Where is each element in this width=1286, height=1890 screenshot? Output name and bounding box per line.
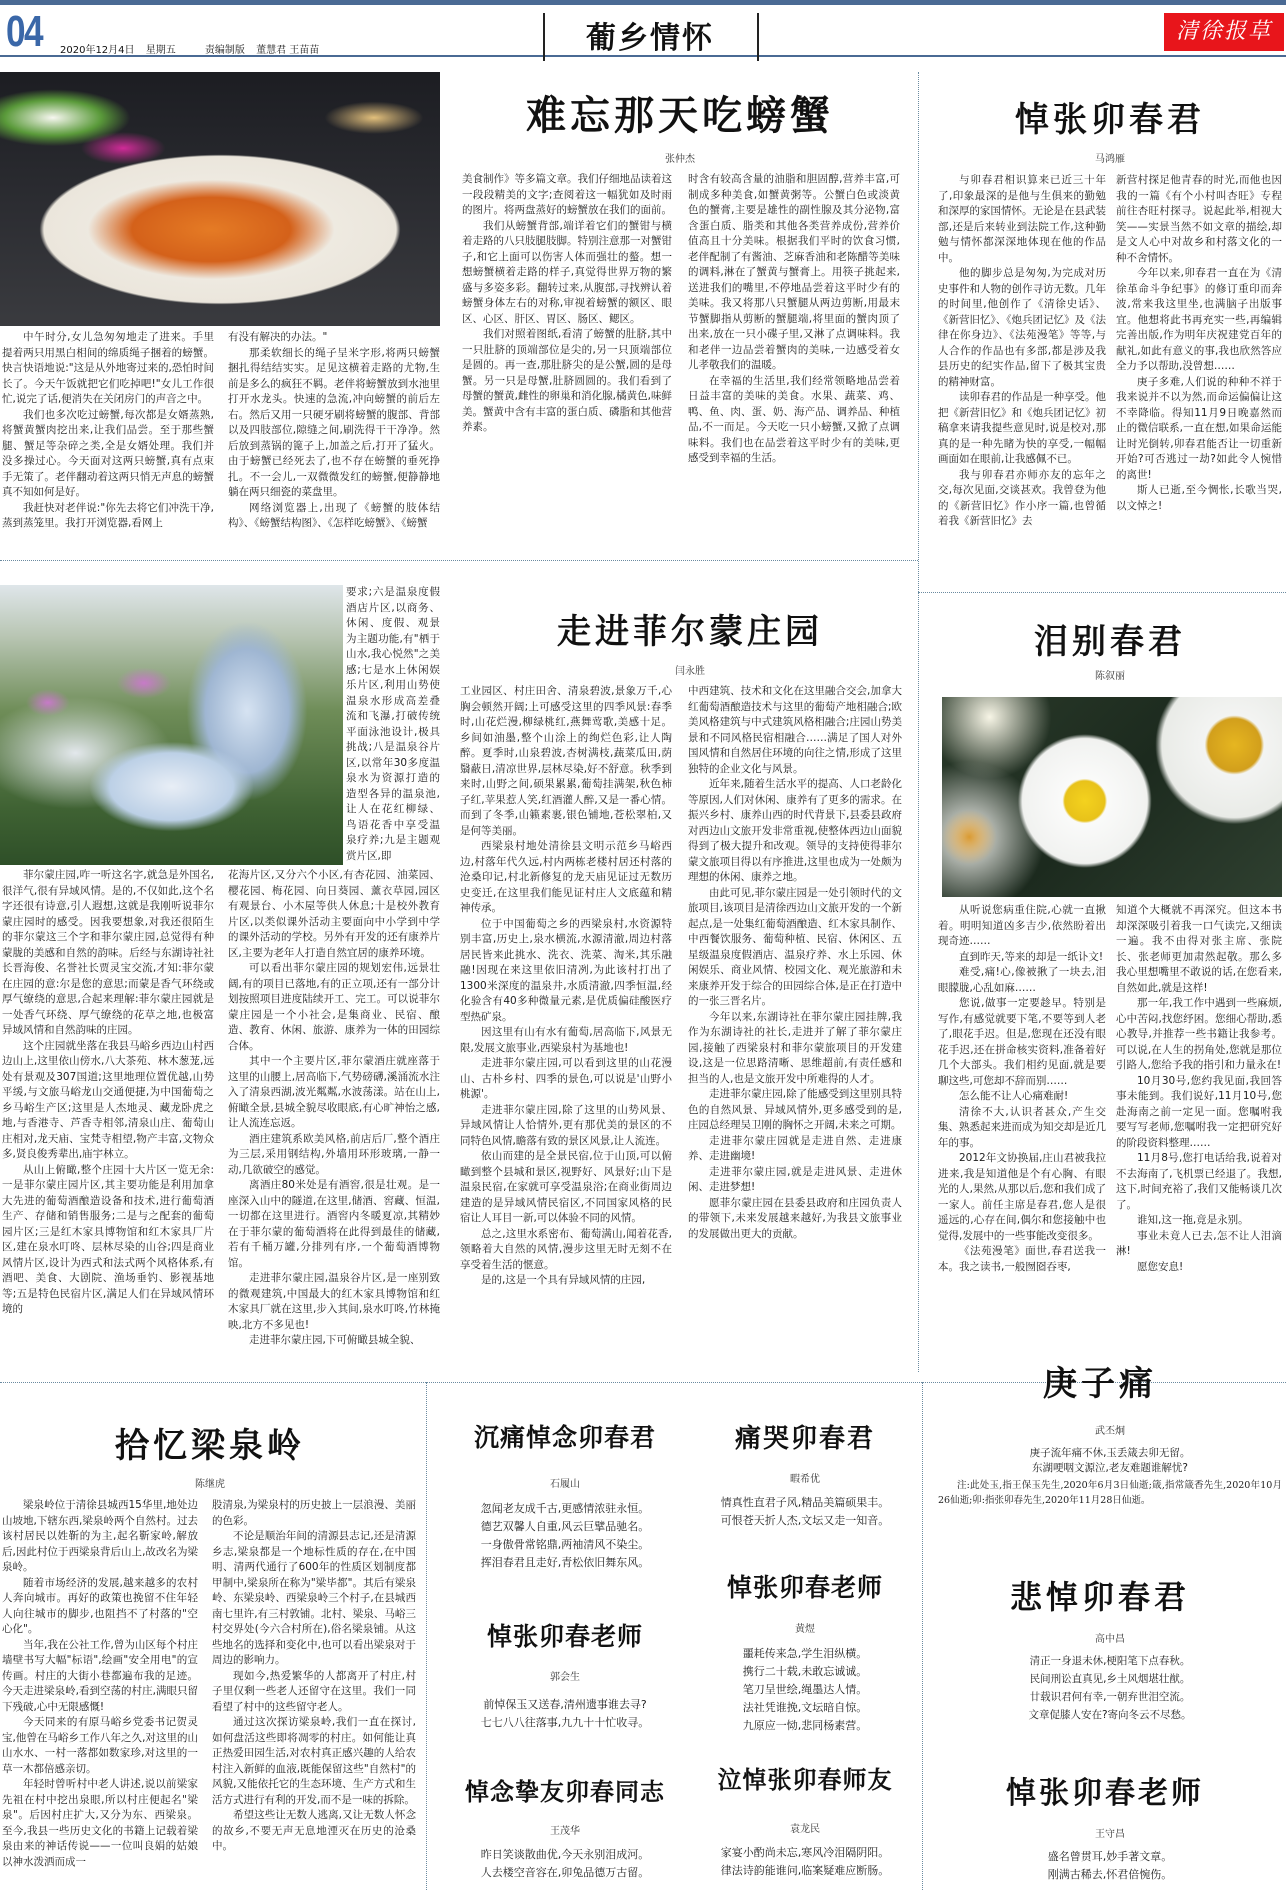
paragraph: 《法苑漫笔》面世,春君送我一本。我之读书,一般囫囵吞枣,: [938, 1245, 1106, 1273]
poem-author: 石履山: [550, 1479, 580, 1490]
resort-photo: [0, 585, 343, 865]
poem-line: 民间刑讼直真见,乡土风烟堪壮猷。: [1029, 1673, 1191, 1685]
paragraph: 西梁泉村地处清徐县文明示范乡马峪西边,村落年代久远,村内两栋老楼村居还村落的沧桑印记,村北新修复的龙天庙见证过无数历史变迁,在这里我们能见证村庄人文底蕴和精神传承。: [460, 840, 672, 914]
paragraph: 依山而建的是全景民宿,位于山顶,可以俯瞰到整个县城和景区,视野好、风景好;山下是温泉民宿,在家就可享受温泉浴;在商业街周边建造的是异域风情民宿区,不同国家风格的民宿让人耳目一新,可以体验不同的风情。: [460, 1150, 672, 1224]
paragraph: 通过这次探访梁泉岭,我们一直在探讨,如何盘活这些即将凋零的村庄。如何能让真正热爱田园生活,对农村真正感兴趣的人给农村注入新鲜的血液,既能保留这些"自然村"的风貌,又能依托它的生态环境、生产方式和生活方式进行有利的开发,而不是一味的拆除。: [212, 1716, 416, 1806]
paragraph: 菲尔蒙庄园,咋一听这名字,就急是外国名,很洋气,很有异域风情。是的,不仅如此,这个名字还很有诗意,引人遐想,这就是我刚听说菲尔蒙庄园时的感受。因我要想象,对我还很陌生的菲尔蒙这三个字和菲尔蒙庄园,总觉得有种蒙胧的美感和自然的韵味。后经与东湖诗社社长晋海俊、名誉社长贾灵宝交流,才知:菲尔蒙在庄园的意:尔是您的意思;而蒙是香气环绕或厚气缭绕的意思,合起来理解:菲尔蒙庄园就是一处香气环绕、厚气缭绕的花草之地,也极富异域风情和自然韵味的庄园。: [2, 869, 214, 1036]
paragraph: 美食制作》等多篇文章。我们仔细地品读着这一段段精美的文字;查阅着这一幅犹如及时雨的图片。将两盘蒸好的螃蟹放在我们的面前。: [462, 173, 672, 216]
poem-line: 东湖哽咽文源泣,老友难题谁解忧?: [1032, 1462, 1188, 1474]
column-divider: [918, 72, 919, 1372]
paragraph: 走进菲尔蒙庄园,除了这里的山势风景、异域风情让人恰情外,更有那优美的景区的不同特色风情,瞻落有致的景区风景,让人流连。: [460, 1103, 672, 1147]
poem-body: [1000, 1446, 1220, 1476]
paragraph: 谁知,这一拖,竟是永别。: [1137, 1214, 1249, 1226]
paragraph: 因这里有山有水有葡萄,居高临下,风景无限,发展文旅事业,西梁泉村为基地也!: [460, 1026, 672, 1054]
paragraph: 我们也多次吃过螃蟹,每次都是女婿蒸熟,将蟹黄蟹肉挖出来,让我们品尝。至于那些蟹腿、蟹足等杂碎之类,全是女婿处理。我们并没多操过心。今天面对这两只螃蟹,真有点束手无策了。老伴翻动着这两只悄无声息的螃蟹真不知如何是好。: [2, 408, 214, 498]
paragraph: 随着市场经济的发展,越来越多的农村人奔向城市。再好的政策也挽留不住年轻人向往城市的脚步,也阻挡不了村落的"空心化"。: [2, 1576, 198, 1635]
paragraph: 直到昨天,等来的却是一纸讣文!: [959, 950, 1104, 963]
poem-line: 噩耗传来急,学生泪纵横。: [742, 1647, 868, 1660]
paragraph: 今年以来,卯春君一直在为《清徐革命斗争纪事》的修订重印而奔波,常来我这里坐,也满脑子出版事宜。他想将此书再充实一些,再编辑完善出版,作为明年庆祝建党百年的献礼,如此有意义的事,我也欣然答应全力予以帮助,没曾想……: [1116, 267, 1282, 372]
paragraph: 读卯春君的作品是一种享受。他把《新营旧忆》和《炮兵团记忆》初稿拿来请我提些意见时,说是校对,那真的是一种先睹为快的享受,一幅幅画面如在眼前,让我感佩不已。: [938, 391, 1106, 465]
article-title-dao-zhang: 悼张卯春君: [1015, 100, 1205, 140]
masthead: [0, 5, 1286, 57]
article-body-feier-col4: [688, 684, 902, 1369]
byline-lei-bie: 陈叙丽: [1095, 671, 1125, 682]
paragraph: 他的脚步总是匆匆,为完成对历史事件和人物的创作寻访无数。几年的时间里,他创作了《清徐史话》、《新营旧忆》、《炮兵团记忆》及《法律在你身边》、《法苑漫笔》等等,与人合作的作品也有多部,都是涉及我县历史的纪实作品,留下了极其宝贵的精神财富。: [938, 267, 1106, 388]
poem-line: 盛名曾贯耳,妙手著文章。: [1047, 1850, 1173, 1863]
article-body-feier-col2: [228, 868, 440, 1368]
poem-title: 悼张卯春老师: [726, 1573, 883, 1602]
paragraph: 在幸福的生活里,我们经常领略地品尝着日益丰富的美味的美食。水果、蔬菜、鸡、鸭、鱼、肉、蛋、奶、海产品、调养品、种植品,不一而足。今天吃一只小螃蟹,又掀了点调味料。我们也在品尝着这平时少有的美味,更感受到幸福的生活。: [688, 374, 900, 464]
poem-line: 清正一身退未休,梗阳笔下点春秋。: [1029, 1655, 1191, 1667]
article-body-crab-col4: [688, 172, 900, 550]
poem-title: 悼念挚友卯春同志: [465, 1777, 665, 1806]
poem-line: 文章促膝人安在?寄向冬云不尽愁。: [1028, 1709, 1192, 1721]
paragraph: 从听说您病重住院,心就一直揪着。明明知道凶多吉少,依然盼着出现奇迹……: [938, 904, 1106, 947]
page-number: 04: [6, 7, 42, 56]
paragraph: 是的,这是一个具有异域风情的庄园,: [481, 1274, 646, 1286]
poem-author: 武丕炯: [1095, 1426, 1125, 1437]
byline-dao-zhang: 马鸿雁: [1095, 154, 1125, 165]
article-title-feier: 走进菲尔蒙庄园: [557, 612, 823, 652]
paragraph: 梁泉岭位于清徐县城西15华里,地处边山坡地,下辖东西,梁泉岭两个自然村。过去该村居民以姓靳的为主,起名靳家岭,解放后,因此村位于西梁泉背后山上,故改名为梁泉岭。: [2, 1499, 198, 1573]
poem-body: [445, 1500, 685, 1572]
poem-line: 携行二十载,未敢忘诚诚。: [742, 1665, 868, 1678]
paragraph: 怎么能不让人心痛难耐!: [959, 1090, 1069, 1102]
poem-line: 一身傲骨常铭鼎,两袖清风不染尘。: [480, 1538, 650, 1551]
paragraph: 斯人已逝,至今惆怅,长歌当哭,以文悼之!: [1116, 484, 1282, 512]
article-title-crab: 难忘那天吃螃蟹: [526, 92, 834, 139]
paragraph: 从山上俯瞰,整个庄园十大片区一览无余:一是菲尔蒙庄园片区,其主要功能是利用加拿大先进的葡萄酒酿造设备和技术,进行葡萄酒生产、存储和销售服务;二是与之配套的葡萄园片区;三是红木家具博物馆和红木家具厂片区,建在泉水叮咚、层林尽染的山谷;四是商业风情片区,设计为西式和法式两个风格体系,有酒吧、美食、大剧院、渔场垂钓、影视基地等;五是特色民宿片区,满足人们在异域风情环境的: [2, 1163, 214, 1315]
paragraph: 花海片区,又分六个小区,有杏花园、油菜园、樱花园、梅花园、向日葵园、薰衣草园,园区有观景台、小木屋等供人休息;十是校外教育片区,以类似课外活动主要面向中小学到中学的课外活动的学校。另外有开发的还有康养片区,主要为老年人打造自然宜居的康养环境。: [228, 869, 440, 959]
paragraph: 当年,我在公社工作,曾为山区每个村庄墙壁书写大幅"标语",绘画"安全用电"的宣传画。村庄的大街小巷都遍布我的足迹。今天走进梁泉岭,看到空荡的村庄,满眼只留下残破,心中无限感慨!: [2, 1638, 198, 1713]
paragraph: 新营村探足他青春的时光,而他也因我的一篇《有个小村叫杏旺》专程前往杏旺村探寻。说起此举,相视大笑——实景当然不如文章的描绘,却是文人心中对故乡和村落文化的一种不舍情怀。: [1116, 174, 1282, 264]
poem-author: 王茂华: [550, 1826, 580, 1837]
paragraph: 走进菲尔蒙庄园,可以看到这里的山花漫山、古朴乡村、四季的景色,可以说是'山野小桃源'。: [460, 1057, 672, 1100]
article-body-feier-photo-side: [346, 585, 440, 870]
poem-line: 忽闻老友成千古,更感情浓驻永恒。: [480, 1502, 650, 1515]
article-body-feier-col1: [2, 868, 214, 1368]
paragraph: 走进菲尔蒙庄园,下可俯瞰县城全貌、: [249, 1334, 421, 1346]
paragraph: 中午时分,女儿急匆匆地走了进来。手里提着两只用黑白相间的绵质绳子捆着的螃蟹。快言快语地说:"这是从外地寄过来的,恐怕时间长了。今天午饭就把它们吃掉吧!"女儿工作很忙,说完了话,便消失在关闭房门的声音之中。: [2, 331, 214, 405]
paragraph: 离酒庄80米处是有酒窖,很是壮观。是一座深入山中的隧道,在这里,储酒、窖藏、恒温,一切都在这里进行。酒窖内冬暖夏凉,其精妙在于菲尔蒙的葡萄酒将在此得到最佳的储藏,若有千桶万罐,分排列有序,一个葡萄酒博物馆。: [228, 1179, 440, 1269]
poem-author: 王守昌: [1095, 1829, 1125, 1840]
article-body-liang-quan-col1: [2, 1498, 198, 1890]
row-divider: [918, 592, 1286, 593]
paragraph: 走进菲尔蒙庄园,温泉谷片区,是一座别致的微观建筑,中国最大的红木家具博物馆和红木家具厂就在这里,步入其间,泉水叮咚,竹林掩映,北方不多见也!: [228, 1272, 440, 1331]
paragraph: 其中一个主要片区,菲尔蒙酒庄就座落于这里的山腰上,居高临下,气势磅礴,溪涌流水注入了清泉西湖,波光粼粼,水波荡漾。站在山上,俯瞰全景,县城全貌尽收眼底,有心旷神怡之感,让人流连忘返。: [228, 1055, 440, 1129]
poem-body: [720, 1645, 890, 1735]
article-body-liang-quan-col2: [212, 1498, 416, 1890]
poem-line: 九原应一恸,悲同杨素营。: [742, 1719, 868, 1732]
poem-line: 刚满古稀去,怀君倍惋伤。: [1047, 1868, 1173, 1881]
article-body-feier-col3: [460, 684, 672, 1369]
poem-line: 法社凭谁挽,文坛暗自惊。: [742, 1701, 868, 1714]
paragraph: 事业未竟人已去,怎不让人泪滴淋!: [1116, 1229, 1282, 1257]
poem-body: [445, 1846, 685, 1882]
column-divider: [922, 1382, 923, 1890]
poem-line: 廿载识君何有幸,一朝弃世泪空流。: [1029, 1691, 1191, 1703]
poem-line: 家宴小酌尚未忘,寒风冷泪隔阴阳。: [720, 1846, 890, 1859]
paragraph: 愿菲尔蒙庄园在县委县政府和庄园负责人的带领下,未来发展越来越好,为我县文旅事业的发展做出更大的贡献。: [688, 1196, 902, 1240]
article-body-lei-bie-col1: [938, 903, 1106, 1373]
article-title-liang-quan: 拾忆梁泉岭: [115, 1426, 305, 1466]
masthead-divider: [757, 13, 759, 61]
paragraph: 由此可见,菲尔蒙庄园是一处引领时代的文旅项目,该项目是清徐西边山文旅开发的一个新起点,是一处集红葡萄酒酿造、红木家具制作、中西餐饮服务、葡萄种植、民宿、休闲区、五星级温泉度假酒店、温泉疗养、水上乐园、休闲娱乐、商业风情、校园文化、观光旅游和未来康养开发于综合的田园综合体,是正在打造中的一张三晋名片。: [688, 886, 902, 1007]
article-body-lei-bie-col2: [1116, 903, 1282, 1373]
paragraph: 我们对照着图纸,看清了螃蟹的肚脐,其中一只肚脐的顶端部位是尖的,另一只顶端部位是圆的。再一查,那肚脐尖的是公蟹,圆的是母蟹。另一只是母蟹,肚脐圆圆的。我们看到了母蟹的蟹黄,雌性的卵巢和消化腺,橘黄色,味鲜美。蟹黄中含有丰富的蛋白质、磷脂和其他营养素。: [462, 328, 672, 433]
poem-title: 悼张卯春老师: [1006, 1776, 1204, 1811]
article-body-crab-col1: [2, 330, 214, 548]
paragraph: 愿您安息!: [1137, 1260, 1184, 1273]
paragraph: 难受,痛!心,像被揪了一块去,泪眼朦胧,心乱如麻……: [938, 966, 1106, 994]
issue-weekday: 星期五: [145, 45, 176, 56]
poem-line: 庚子流年痛不休,玉丢箴去卯无留。: [1029, 1447, 1191, 1459]
poem-line: 可恨苍天折人杰,文坛又走一知音。: [720, 1514, 890, 1527]
paragraph: 酒庄建筑系欧美风格,前店后厂,整个酒庄为三层,采用钢结构,外墙用环形玻璃,一静一动,几欲破空的感觉。: [228, 1132, 440, 1176]
poem-title: 庚子痛: [1043, 1364, 1157, 1404]
paragraph: 与卯春君相识算来已近三十年了,印象最深的是他与生俱来的勤勉和深厚的家国情怀。无论是在县武装部,还是后来转业到法院工作,这种勤勉与情怀都深深地体现在他的作品中。: [938, 174, 1106, 264]
paragraph: 走进菲尔蒙庄园,除了能感受到这里别具特色的自然风景、异域风情外,更多感受到的是,庄园总经理吴卫刚的胸怀之开阔,未来之可期。: [688, 1088, 902, 1131]
row-divider: [0, 560, 918, 561]
paragraph: 工业园区、村庄田舍、清泉碧波,景象万千,心胸会顿然开阔;上可感受这里的四季风景:春季时,山花烂漫,柳绿桃红,燕舞莺歌,美感十足。乡间如油墨,整个山涂上的绚烂色彩,让人陶醉。夏季时,山泉碧波,杏树满枝,蔬菜瓜田,荫翳蔽日,清凉世界,层林尽染,好不舒意。秋季到来时,山野之间,硕果累累,葡萄挂满架,秋色柿子红,苹果惹人笑,红酒灌人醉,又是一番心情。而到了冬季,山籁素裹,银色铺地,苍松翠柏,又是何等美丽。: [460, 685, 672, 837]
poem-author: 郭会生: [550, 1672, 580, 1683]
paragraph: 有没有解决的办法。": [228, 331, 328, 343]
paragraph: 时含有较高含量的油脂和胆固醇,营养丰富,可制成多种美食,如蟹黄粥等。公蟹白色或淡黄色的蟹膏,主要是雄性的副性腺及其分泌物,富含蛋白质、脂类和其他各类营养成份,营养价值高且十分美味。根据我们平时的饮食习惯,老伴配制了有酱油、芝麻香油和老陈醋等美味的调料,淋在了蟹黄与蟹膏上。用筷子挑起来,送进我们的嘴里,不停地品尝着这平时少有的美味。我又将那八只蟹腿从两边剪断,用最末节蟹脚指从剪断的蟹腿端,将里面的蟹肉顶了出来,放在一只小碟子里,又淋了点调味料。我和老伴一边品尝着蟹肉的美味,一边感受着女儿孝敬我们的温暖。: [688, 173, 900, 371]
column-divider: [426, 1382, 427, 1890]
poem-author: 暇希优: [790, 1474, 820, 1485]
paragraph: 今天同来的有原马峪乡党委书记贺灵宝,他曾在马峪乡工作八年之久,对这里的山山水水、一村一落都如数家珍,对这里的一草一木都倍感亲切。: [2, 1716, 198, 1775]
article-body-dao-zhang-col1: [938, 173, 1106, 583]
paragraph: 希望这些让无数人逃离,又让无数人怀念的故乡,不要无声无息地湮灭在历史的沧桑中。: [212, 1809, 416, 1852]
byline-liang-quan: 陈继虎: [195, 1479, 225, 1490]
paragraph: 今年以来,东湖诗社在菲尔蒙庄园挂牌,我作为东湖诗社的社长,走进并了解了菲尔蒙庄园,接触了西梁泉村和菲尔蒙旅项目的开发建设,这是一位思路清晰、思维超前,有责任感和担当的人,也是文旅开发中所难得的人才。: [688, 1010, 902, 1085]
poem-body: [445, 1696, 685, 1732]
paragraph: 现如今,热爱繁华的人都离开了村庄,村子里仅剩一些老人还留守在这里。我们一同看望了村中的这些留守老人。: [212, 1669, 416, 1713]
paragraph: 不论是顺治年间的清源县志记,还是清源乡志,梁泉都是一个地标性质的存在,在中国明、清两代通行了600年的性质区划制度都甲制中,梁泉所在称为"梁毕都"。其后有梁泉岭、东梁泉岭、西梁泉岭三个村子,在县城西南七里许,有三村敦铺。北村、梁泉、马峪三村交界处(今六合村所在),俗名梁泉铺。从这些地名的选择和变化中,也可以看出梁泉对于周边的影响力。: [212, 1530, 416, 1666]
paragraph: 11月8号,您打电话给我,说着对不去海南了,飞机票已经退了。我想,这下,时间充裕了,我们又能畅谈几次了。: [1116, 1152, 1282, 1211]
article-body-crab-col2: [228, 330, 440, 548]
issue-date: 2020年12月4日: [60, 45, 135, 56]
paragraph: 庚子多难,人们说的种种不祥于我来说并不以为然,而命运偏偏让这不幸降临。得知11月9日晚嘉然而止的微信联系,一直在想,如果命运能让时光倒转,卯春君能否让一切重新开始?可否逃过一劫?如此令人惋惜的离世!: [1116, 375, 1282, 481]
poem-body: [695, 1844, 915, 1880]
paragraph: 位于中国葡萄之乡的西梁泉村,水资源特别丰富,历史上,泉水横流,水源清澈,周边村落居民皆来此挑水、洗衣、洗菜、淘米,其乐融融!因现在来这里依旧清冽,为此该村打出了1300米深度的温泉井,水质清澈,四季恒温,经化验含有40多种微量元素,是优质偏硅酸医疗型热矿泉。: [460, 917, 672, 1023]
poem-line: 人去楼空音容在,卯兔品德万古留。: [480, 1866, 650, 1879]
poem-line: 前悼保玉又送春,清州遗事谁去寻?: [483, 1698, 647, 1711]
poem-title: 泣悼张卯春师友: [717, 1765, 893, 1794]
poem-author: 高中昌: [1095, 1634, 1125, 1645]
poem-body: [1010, 1848, 1210, 1884]
article-title-lei-bie: 泪别春君: [1034, 622, 1186, 662]
crab-photo: [0, 72, 440, 326]
paragraph: 您说,做事一定要趁早。特别是写作,有感觉就要下笔,不要等到人老了,眼花手迟。但是,您现在还没有眼花手迟,还在拼命核实资料,准备着好几个大部头。我们相约见面,就是要聊这些,可您却不辞而别……: [938, 997, 1106, 1087]
editor-names: 董慧君 王苗苗: [256, 45, 320, 56]
paragraph: 我赶快对老伴说:"你先去将它们冲洗干净,蒸到蒸笼里。我打开浏览器,看网上: [2, 501, 214, 529]
paragraph: 我与卯春君亦师亦友的忘年之交,每次见面,交谈甚欢。我曾登为他的《新营旧忆》作小序一篇,也曾循着我《新营旧忆》去: [938, 468, 1106, 527]
poem-title: 痛哭卯春君: [734, 1424, 875, 1454]
paragraph: 中西建筑、技术和文化在这里融合交会,加拿大红葡萄酒酿造技术与这里的葡萄产地相融合;欧美风格建筑与中式建筑风格相融合;庄园山势美景和不同风格民宿相融合……满足了国人对外国风情和自然居住环境的向往之情,形成了这里独特的企业文化与风景。: [688, 685, 902, 775]
byline-feier: 闫永胜: [675, 666, 705, 677]
poem-title: 悼张卯春老师: [486, 1622, 643, 1651]
paragraph: 走进菲尔蒙庄园就是走进自然、走进康养、走进幽境!: [688, 1134, 902, 1162]
paragraph: 我们从螃蟹背部,端详着它们的蟹钳与横着走路的八只肢腿肢脚。特别注意那一对蟹钳子,和它上面可以伤害人体而强壮的螯。想一想螃蟹横着走路的样子,真觉得世界万物的繁盛与多姿多彩。翻转过来,从腹部,寻找辨认着螃蟹身体左右的对称,审视着螃蟹的额区、眼区、心区、肝区、胃区、肠区、鳃区。: [462, 219, 672, 325]
paragraph: 这个庄园就坐落在我县马峪乡西边山村西边山上,这里依山傍水,八大茶苑、林木葱茏,远处有景观及307国道;这里地理位置优越,山势平缓,与文旅马峪龙山交通便捷,为中国葡萄之乡马峪生产区;这里是人杰地灵、藏龙卧虎之地,与香港寺、芦香寺相邻,清泉山庄、葡萄山庄相对,龙天庙、宝梵寺相望,物产丰富,文物众多,贤良俊秀辈出,庙宇林立。: [2, 1039, 214, 1160]
paragraph: 10月30号,您约我见面,我回答事未能到。我们说好,11月10号,您赴海南之前一定见一面。您嘱咐我要写写老师,您嘱咐我一定把研究好的阶段资料整理……: [1116, 1074, 1282, 1149]
footnote: 注:此处玉,指王保玉先生,2020年6月3日仙逝;箴,指常箴香先生,2020年10月26仙逝;卯:指张卯春先生,2020年11月28日仙逝。: [938, 1480, 1282, 1506]
paragraph: 总之,这里水系密布、葡萄满山,闻着花香,领略着大自然的风情,漫步这里无时无刻不在享受着生活的惬意。: [460, 1227, 672, 1271]
poem-line: 挥泪春君且走好,青松依旧舞东风。: [480, 1556, 650, 1569]
paragraph: 可以看出菲尔蒙庄园的规划宏伟,远景壮阔,有的项目已落地,有的正立项,还有一部分计划按照项目进度陆续开工、完工。可以说菲尔蒙庄园是一个小社会,是集商业、民宿、酿造、教育、休闲、旅游、康养为一体的田园综合体。: [228, 962, 440, 1052]
poem-body: [695, 1494, 915, 1530]
poem-title: 沉痛悼念卯春君: [473, 1423, 656, 1452]
poem-author: 黄煜: [795, 1624, 815, 1635]
poem-title: 悲悼卯春君: [1009, 1578, 1190, 1616]
paragraph: 网络浏览器上,出现了《螃蟹的肢体结构》、《螃蟹结构图》、《怎样吃螃蟹》、《螃蟹: [228, 501, 440, 529]
byline-crab: 张仲杰: [665, 154, 695, 165]
paragraph: 知道个大概就不再深究。但这本书却深深吸引着我一口气读完,又细读一遍。我不由得对张主席、张院长、张老师更加肃然起敬。那么多我心里想嘴里不敢说的话,在您看来,自然如此,就是这样!: [1116, 904, 1282, 994]
paragraph: 近年来,随着生活水平的提高、人口老龄化等原因,人们对休闲、康养有了更多的需求。在振兴乡村、康养山西的时代背景下,县委县政府对西边山文旅开发非常重视,使整体西边山面貌得到了极大提升和改观。领导的支持使得菲尔蒙文旅项目得以有序推进,这里也成为一处颇为理想的休闲、康养之地。: [688, 778, 902, 883]
newspaper-logo: 清徐报草: [1164, 13, 1284, 51]
poem-note: [938, 1478, 1282, 1508]
paragraph: 那柔软细长的绳子呈米字形,将两只螃蟹捆扎得结结实实。足见这横着走路的尤物,生前是多么的疯狂不羁。老伴将螃蟹放到水池里打开水龙头。快速的急流,冲向螃蟹的前后左右。然后又用一只硬牙刷将螃蟹的腹部、背部以及四肢部位,隙缝之间,刷洗得干干净净。然后放到蒸锅的篦子上,加盖之后,打开了猛火。由于螃蟹已经死去了,也不存在螃蟹的垂死挣扎。不一会儿,一双微微发红的螃蟹,便静静地躺在两只细瓷的菜盘里。: [228, 346, 440, 498]
flower-photo: [942, 697, 1282, 897]
poem-line: 昨日笑谈散曲优,今天永别泪成河。: [480, 1848, 650, 1861]
article-body-crab-col3: [462, 172, 672, 550]
paragraph: 走进菲尔蒙庄园,就是走进风景、走进休闲、走进梦想!: [688, 1165, 902, 1193]
poem-line: 七七八八往落事,九九十十忙收寻。: [480, 1716, 650, 1729]
paragraph: 股清泉,为梁泉村的历史披上一层浪漫、美丽的色彩。: [212, 1499, 416, 1527]
paragraph: 清徐不大,认识者甚众,产生交集、熟悉起来进而成为知交却是近几年的事。: [938, 1105, 1106, 1149]
poem-author: 袁龙民: [790, 1824, 820, 1835]
issue-info: [60, 41, 327, 56]
poem-line: 律法诗韵能谁问,临案疑难应断肠。: [720, 1864, 890, 1877]
section-title: 葡乡情怀: [586, 21, 714, 56]
paragraph: 那一年,我工作中遇到一些麻烦,心中苦闷,找您纾困。您细心帮助,悉心教导,并推荐一些书籍让我参考。可以说,在人生的拐角处,您就是那位引路人,您给予我的指引和力量永在!: [1116, 997, 1282, 1071]
article-body-dao-zhang-col2: [1116, 173, 1282, 583]
poem-line: 笔刀呈世绘,绳墨达人情。: [742, 1683, 868, 1696]
editor-label: 责编制版: [204, 45, 245, 56]
poem-body: [1000, 1652, 1220, 1724]
paragraph: 年轻时曾听村中老人讲述,说以前梁家先祖在村中挖出泉眼,所以村庄便起名"梁泉"。后因村庄扩大,又分为东、西梁泉。至今,我县一些历史文化的书籍上记载着梁泉由来的神话传说——一位叫良娟的姑娘以神水泼洒而成一: [2, 1778, 198, 1868]
poem-line: 德艺双馨人自重,风云巨擘品驰名。: [480, 1520, 650, 1533]
paragraph: 要求;六是温泉度假酒店片区,以商务、休闲、度假、观景为主题功能,有"栖于山水,我心悦然"之美感;七是水上休闲娱乐片区,利用山势使温泉水形成高差叠流和飞瀑,打破传统平面泳池设计,极具挑战;八是温泉谷片区,以常年30多度温泉水为资源打造的造型各异的温泉池,让人在花红柳绿、鸟语花香中享受温泉疗养;九是主题观赏片区,即: [346, 586, 440, 862]
paragraph: 2012年文协换届,庄山君被我拉进来,我是知道他是个有心胸、有眼光的人,果然,从那以后,您和我们成了一家人。前任主席是春君,您人是很遥远的,心存在间,偶尔和您接触中也觉得,发展中的一些事能改变很多。: [938, 1152, 1106, 1242]
poem-line: 情真性直君子风,精品美篇硕果丰。: [720, 1496, 890, 1509]
